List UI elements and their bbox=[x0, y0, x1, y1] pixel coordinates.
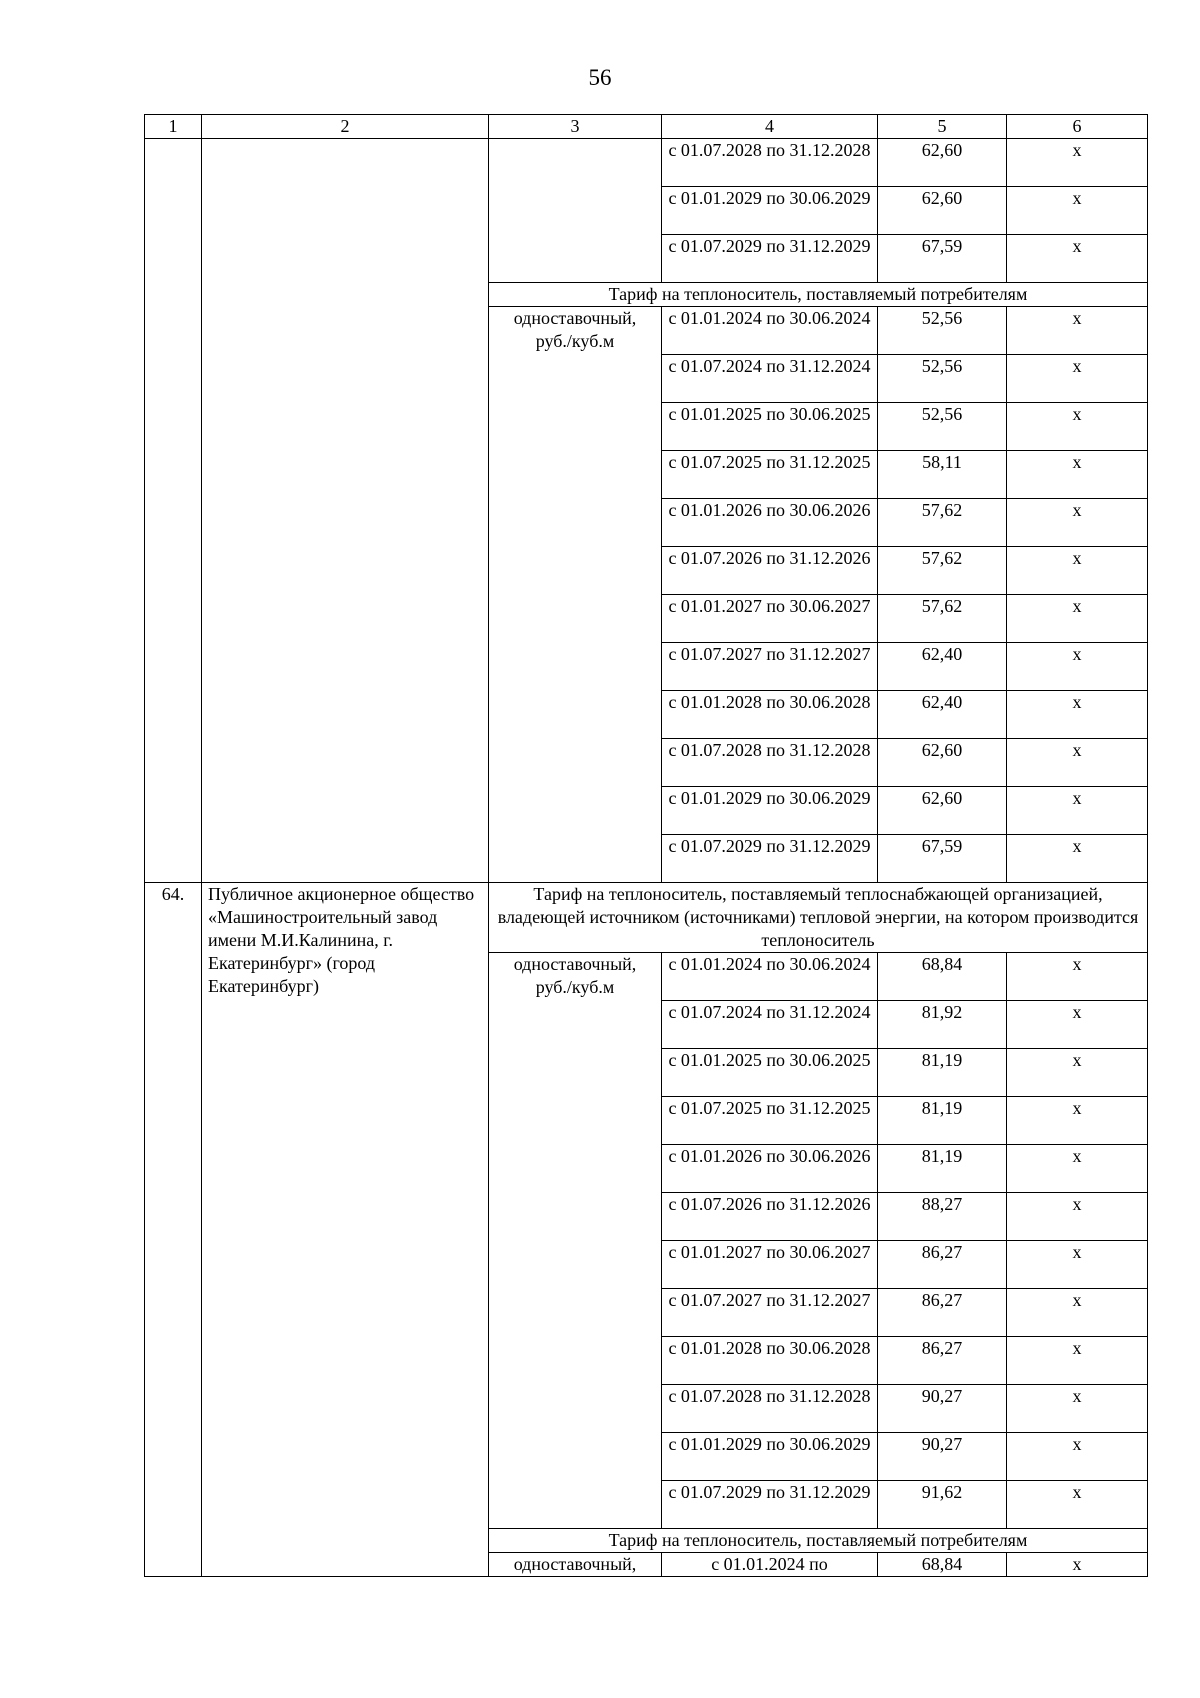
tariff-value-cell: 52,56 bbox=[878, 403, 1007, 451]
period-cell: с 01.07.2028 по 31.12.2028 bbox=[662, 139, 878, 187]
tariff-value-cell: 81,92 bbox=[878, 1001, 1007, 1049]
mark-cell: х bbox=[1007, 499, 1148, 547]
mark-cell: х bbox=[1007, 187, 1148, 235]
rate-type-cell: одноставочный, руб./куб.м bbox=[489, 307, 662, 883]
mark-cell: х bbox=[1007, 403, 1148, 451]
tariff-table bbox=[144, 114, 1148, 1577]
period-cell: с 01.07.2026 по 31.12.2026 bbox=[662, 1193, 878, 1241]
header-cell: 2 bbox=[202, 115, 489, 139]
section-title: Тариф на теплоноситель, поставляемый потребителям bbox=[489, 1529, 1148, 1553]
mark-cell: х bbox=[1007, 1433, 1148, 1481]
period-cell: с 01.01.2025 по 30.06.2025 bbox=[662, 1049, 878, 1097]
period-cell: с 01.01.2024 по bbox=[662, 1553, 878, 1577]
rate-type-cell: одноставочный, bbox=[489, 1553, 662, 1577]
mark-cell: х bbox=[1007, 355, 1148, 403]
tariff-value-cell: 81,19 bbox=[878, 1097, 1007, 1145]
period-cell: с 01.07.2025 по 31.12.2025 bbox=[662, 451, 878, 499]
period-cell: с 01.07.2029 по 31.12.2029 bbox=[662, 1481, 878, 1529]
row-number-cell bbox=[145, 139, 202, 883]
organization-cell: Публичное акционерное общество «Машиностроительный завод имени М.И.Калинина, г. Екатеринбург» (город Екатеринбург) bbox=[202, 883, 489, 1577]
period-cell: с 01.01.2027 по 30.06.2027 bbox=[662, 595, 878, 643]
tariff-value-cell: 57,62 bbox=[878, 499, 1007, 547]
mark-cell: х bbox=[1007, 1049, 1148, 1097]
rate-type-cell: одноставочный, руб./куб.м bbox=[489, 953, 662, 1529]
tariff-value-cell: 86,27 bbox=[878, 1241, 1007, 1289]
period-cell: с 01.01.2025 по 30.06.2025 bbox=[662, 403, 878, 451]
tariff-value-cell: 91,62 bbox=[878, 1481, 1007, 1529]
organization-cell bbox=[202, 139, 489, 883]
section-title: Тариф на теплоноситель, поставляемый теплоснабжающей организацией, владеющей источником (источниками) тепловой энергии, на котором производится теплоноситель bbox=[489, 883, 1148, 953]
section-row bbox=[145, 883, 1148, 953]
tariff-value-cell: 52,56 bbox=[878, 307, 1007, 355]
tariff-value-cell: 81,19 bbox=[878, 1145, 1007, 1193]
period-cell: с 01.07.2024 по 31.12.2024 bbox=[662, 1001, 878, 1049]
section-title: Тариф на теплоноситель, поставляемый потребителям bbox=[489, 283, 1148, 307]
mark-cell: х bbox=[1007, 1385, 1148, 1433]
mark-cell: х bbox=[1007, 235, 1148, 283]
mark-cell: х bbox=[1007, 547, 1148, 595]
period-cell: с 01.07.2029 по 31.12.2029 bbox=[662, 835, 878, 883]
period-cell: с 01.07.2028 по 31.12.2028 bbox=[662, 1385, 878, 1433]
mark-cell: х bbox=[1007, 307, 1148, 355]
header-cell: 1 bbox=[145, 115, 202, 139]
period-cell: с 01.07.2027 по 31.12.2027 bbox=[662, 643, 878, 691]
mark-cell: х bbox=[1007, 1241, 1148, 1289]
period-cell: с 01.07.2027 по 31.12.2027 bbox=[662, 1289, 878, 1337]
mark-cell: х bbox=[1007, 1097, 1148, 1145]
period-cell: с 01.01.2029 по 30.06.2029 bbox=[662, 1433, 878, 1481]
mark-cell: х bbox=[1007, 953, 1148, 1001]
mark-cell: х bbox=[1007, 595, 1148, 643]
mark-cell: х bbox=[1007, 1289, 1148, 1337]
period-cell: с 01.07.2028 по 31.12.2028 bbox=[662, 739, 878, 787]
period-cell: с 01.01.2029 по 30.06.2029 bbox=[662, 787, 878, 835]
table-row bbox=[145, 139, 1148, 187]
mark-cell: х bbox=[1007, 691, 1148, 739]
mark-cell: х bbox=[1007, 1337, 1148, 1385]
header-cell: 3 bbox=[489, 115, 662, 139]
tariff-value-cell: 62,60 bbox=[878, 139, 1007, 187]
period-cell: с 01.01.2024 по 30.06.2024 bbox=[662, 307, 878, 355]
tariff-value-cell: 90,27 bbox=[878, 1433, 1007, 1481]
tariff-value-cell: 68,84 bbox=[878, 1553, 1007, 1577]
mark-cell: х bbox=[1007, 1001, 1148, 1049]
tariff-value-cell: 62,40 bbox=[878, 643, 1007, 691]
row-number-cell: 64. bbox=[145, 883, 202, 1577]
mark-cell: х bbox=[1007, 739, 1148, 787]
period-cell: с 01.01.2024 по 30.06.2024 bbox=[662, 953, 878, 1001]
tariff-value-cell: 58,11 bbox=[878, 451, 1007, 499]
mark-cell: х bbox=[1007, 787, 1148, 835]
period-cell: с 01.07.2025 по 31.12.2025 bbox=[662, 1097, 878, 1145]
tariff-value-cell: 88,27 bbox=[878, 1193, 1007, 1241]
mark-cell: х bbox=[1007, 1145, 1148, 1193]
mark-cell: х bbox=[1007, 1481, 1148, 1529]
tariff-value-cell: 57,62 bbox=[878, 547, 1007, 595]
mark-cell: х bbox=[1007, 1193, 1148, 1241]
tariff-value-cell: 90,27 bbox=[878, 1385, 1007, 1433]
tariff-value-cell: 62,40 bbox=[878, 691, 1007, 739]
period-cell: с 01.01.2026 по 30.06.2026 bbox=[662, 1145, 878, 1193]
header-cell: 4 bbox=[662, 115, 878, 139]
tariff-value-cell: 62,60 bbox=[878, 787, 1007, 835]
mark-cell: х bbox=[1007, 835, 1148, 883]
mark-cell: х bbox=[1007, 643, 1148, 691]
period-cell: с 01.01.2028 по 30.06.2028 bbox=[662, 691, 878, 739]
tariff-value-cell: 62,60 bbox=[878, 739, 1007, 787]
tariff-table-body bbox=[145, 115, 1148, 1577]
rate-type-cell bbox=[489, 139, 662, 283]
header-row bbox=[145, 115, 1148, 139]
tariff-value-cell: 67,59 bbox=[878, 835, 1007, 883]
mark-cell: х bbox=[1007, 1553, 1148, 1577]
tariff-value-cell: 68,84 bbox=[878, 953, 1007, 1001]
tariff-value-cell: 81,19 bbox=[878, 1049, 1007, 1097]
tariff-value-cell: 62,60 bbox=[878, 187, 1007, 235]
tariff-value-cell: 86,27 bbox=[878, 1337, 1007, 1385]
header-cell: 6 bbox=[1007, 115, 1148, 139]
tariff-value-cell: 67,59 bbox=[878, 235, 1007, 283]
header-cell: 5 bbox=[878, 115, 1007, 139]
page-number: 56 bbox=[588, 65, 612, 90]
period-cell: с 01.07.2026 по 31.12.2026 bbox=[662, 547, 878, 595]
period-cell: с 01.01.2027 по 30.06.2027 bbox=[662, 1241, 878, 1289]
period-cell: с 01.01.2028 по 30.06.2028 bbox=[662, 1337, 878, 1385]
mark-cell: х bbox=[1007, 139, 1148, 187]
period-cell: с 01.07.2029 по 31.12.2029 bbox=[662, 235, 878, 283]
period-cell: с 01.07.2024 по 31.12.2024 bbox=[662, 355, 878, 403]
period-cell: с 01.01.2026 по 30.06.2026 bbox=[662, 499, 878, 547]
tariff-value-cell: 86,27 bbox=[878, 1289, 1007, 1337]
tariff-value-cell: 57,62 bbox=[878, 595, 1007, 643]
period-cell: с 01.01.2029 по 30.06.2029 bbox=[662, 187, 878, 235]
mark-cell: х bbox=[1007, 451, 1148, 499]
tariff-value-cell: 52,56 bbox=[878, 355, 1007, 403]
